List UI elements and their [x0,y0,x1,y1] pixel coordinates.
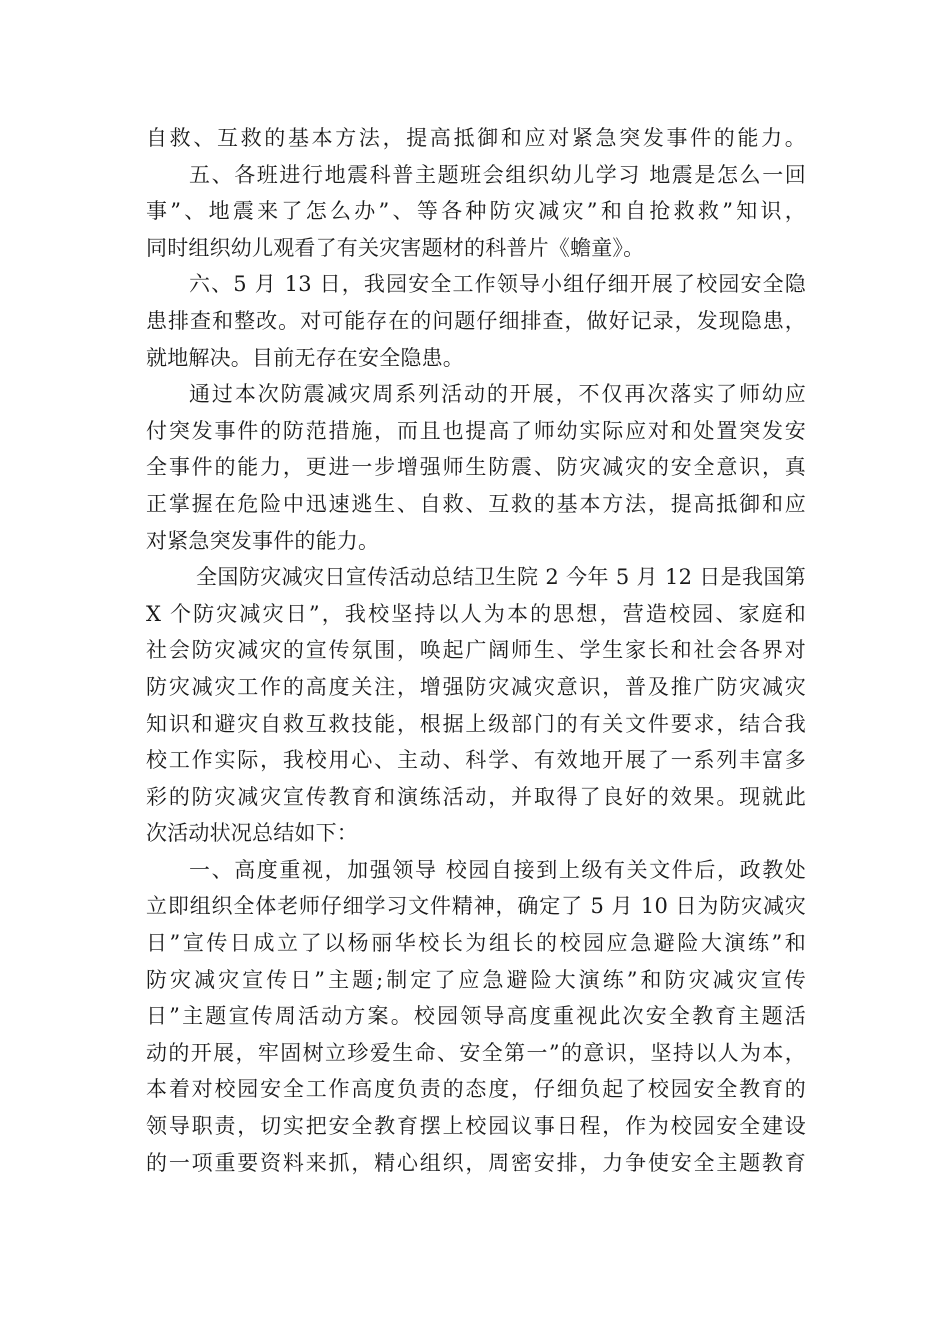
paragraph-summary-start: 通过本次防震减灾周系列活动的开展，不仅再次落实了师幼应 [189,382,806,407]
text-line: 事”、地震来了怎么办”、等各种防灾减灾”和自抢救救”知识， [146,199,806,224]
text-line: 患排查和整改。对可能存在的问题仔细排查，做好记录，发现隐患， [146,308,806,333]
text-line: 动的开展，牢固树立珍爱生命、安全第一”的意识，坚持以人为本， [146,1040,806,1065]
document-body [146,120,806,1181]
text-line: 立即组织全体老师仔细学习文件精神，确定了 5 月 10 日为防灾减灾 [146,894,806,919]
paragraph-1-start: 一、高度重视，加强领导 校园自接到上级有关文件后，政教处 [189,857,806,882]
text-line: 彩的防灾减灾宣传教育和演练活动，并取得了良好的效果。现就此 [146,784,806,809]
text-line: 的一项重要资料来抓，精心组织，周密安排，力争使安全主题教育 [146,1150,806,1175]
text-line: 防灾减灾宣传日”主题;制定了应急避险大演练”和防灾减灾宣传 [146,967,806,992]
text-line: 社会防灾减灾的宣传氛围，唤起广阔师生、学生家长和社会各界对 [146,638,806,663]
text-line: X 个防灾减灾日”，我校坚持以人为本的思想，营造校园、家庭和 [146,601,806,626]
text-line: 日”主题宣传周活动方案。校园领导高度重视此次安全教育主题活 [146,1004,806,1029]
text-line: 正掌握在危险中迅速逃生、自救、互救的基本方法，提高抵御和应 [146,491,806,516]
paragraph-6-start: 六、5 月 13 日，我园安全工作领导小组仔细开展了校园安全隐 [189,272,806,297]
text-line: 知识和避灾自救互救技能，根据上级部门的有关文件要求，结合我 [146,711,806,736]
text-line: 防灾减灾工作的高度关注，增强防灾减灾意识，普及推广防灾减灾 [146,674,806,699]
text-line: 就地解决。目前无存在安全隐患。 [146,345,464,370]
text-line: 同时组织幼儿观看了有关灾害题材的科普片《蟾童》。 [146,235,645,260]
text-line: 校工作实际，我校用心、主动、科学、有效地开展了一系列丰富多 [146,748,806,773]
text-line: 次活动状况总结如下： [146,821,358,846]
paragraph-5-start: 五、各班进行地震科普主题班会组织幼儿学习 地震是怎么一回 [189,162,806,187]
paragraph-report-start: 全国防灾减灾日宣传活动总结卫生院 2 今年 5 月 12 日是我国第 [196,565,806,590]
text-line: 付突发事件的防范措施，而且也提高了师幼实际应对和处置突发安 [146,418,806,443]
text-line: 对紧急突发事件的能力。 [146,528,380,553]
text-line: 本着对校园安全工作高度负责的态度，仔细负起了校园安全教育的 [146,1077,806,1102]
text-line: 领导职责，切实把安全教育摆上校园议事日程，作为校园安全建设 [146,1114,806,1139]
text-line: 日”宣传日成立了以杨丽华校长为组长的校园应急避险大演练”和 [146,931,806,956]
text-line: 自救、互救的基本方法，提高抵御和应对紧急突发事件的能力。 [146,126,806,150]
text-line: 全事件的能力，更进一步增强师生防震、防灾减灾的安全意识，真 [146,455,806,480]
